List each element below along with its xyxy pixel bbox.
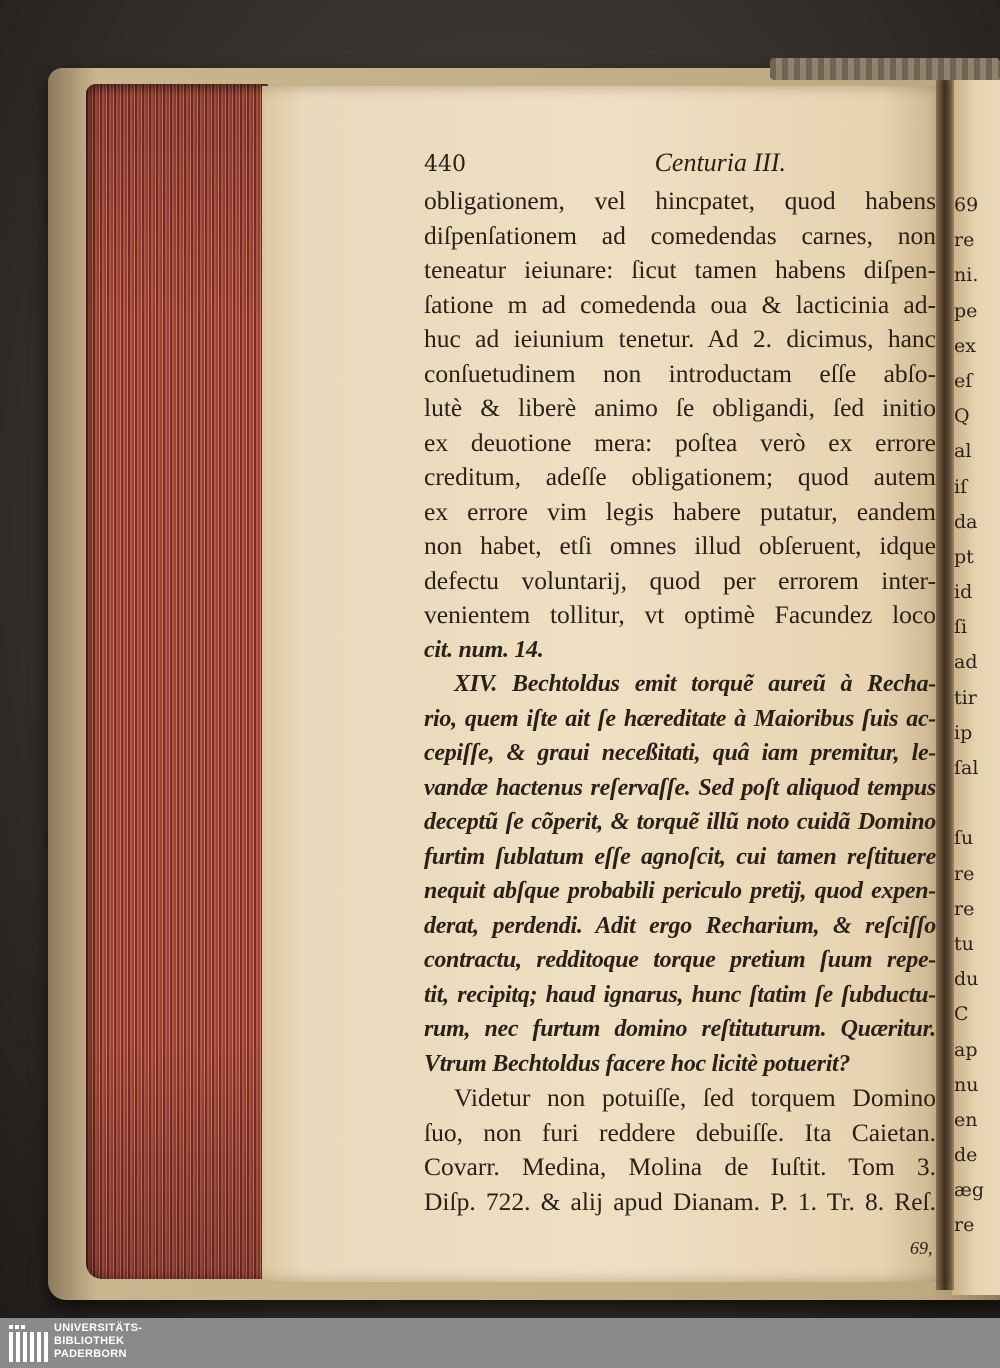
text-line: Vtrum Bechtoldus facere hoc licitè potuerit?: [424, 1050, 851, 1077]
right-page-line: al: [954, 440, 972, 463]
text-line: diſpenſationem ad comedendas carnes, non: [424, 220, 936, 250]
right-page-line: ni.: [954, 264, 979, 287]
page-text: [424, 148, 936, 1219]
right-page-line: id: [954, 581, 973, 604]
text-line: conſuetudinem non introductam eſſe abſo-: [424, 358, 936, 388]
right-page-line: en: [954, 1108, 978, 1131]
right-page-line: iſ: [954, 475, 968, 498]
right-page-line: 69: [954, 194, 979, 216]
right-page-line: ſal: [954, 757, 979, 779]
right-page-line: tu: [954, 932, 974, 955]
book-gutter: [936, 80, 954, 1290]
book-cover-headband: [770, 58, 1000, 80]
footer-bar: [0, 1318, 1000, 1368]
logo-line-3: PADERBORN: [54, 1348, 127, 1360]
text-line: obligationem, vel hincpatet, quod habens: [424, 186, 936, 215]
right-page-line: pt: [954, 545, 974, 568]
library-logo-text: [54, 1322, 142, 1361]
right-page-line: C: [954, 1003, 969, 1026]
right-page-line: nu: [954, 1073, 979, 1096]
catchword: 69,: [910, 1238, 933, 1258]
right-page-line: tir: [954, 686, 977, 709]
text-line: ex errore vim legis habere putatur, eandem: [424, 496, 936, 526]
text-line: defectu voluntarij, quod per errorem inter-: [424, 565, 936, 595]
text-line: creditum, adeſſe obligationem; quod autem: [424, 462, 936, 491]
running-head: Centuria III.: [654, 148, 786, 177]
text-line: teneatur ieiunare: ſicut tamen habens diſpen-: [424, 255, 936, 284]
right-page-line: da: [954, 510, 978, 533]
logo-line-1: UNIVERSITÄTS-: [54, 1322, 143, 1334]
right-page-line: ſu: [954, 827, 974, 850]
right-page-line: ad: [954, 651, 978, 674]
page-number: 440: [424, 152, 466, 177]
right-page-line: pe: [954, 299, 978, 322]
right-page-line: ap: [954, 1038, 978, 1061]
text-line: cepiſſe, & graui neceßitati, quâ iam premitur, le-: [424, 740, 936, 766]
page-header: [424, 148, 936, 184]
text-line: non habet, etſi omnes illud obſeruent, idque: [424, 531, 936, 560]
text-line: venientem tollitur, vt optimè Facundez loco: [424, 600, 936, 629]
text-line: ex deuotione mera: poſtea verò ex errore: [424, 427, 936, 457]
right-page-line: du: [954, 968, 979, 991]
text-line: cit. num. 14.: [424, 636, 544, 663]
right-page-line: [954, 786, 1000, 821]
right-page-line: Q: [954, 405, 970, 428]
text-line: deceptũ ſe cõperit, & torquẽ illũ noto cuidã Domino: [424, 809, 936, 835]
text-line: derat, perdendi. Adit ergo Recharium, & reſciſſo: [424, 912, 936, 939]
text-line: nequit abſque probabili periculo pretij, quod expen-: [424, 878, 936, 904]
logo-line-2: BIBLIOTHEK: [54, 1335, 125, 1347]
text-line: lutè & liberè animo ſe obligandi, ſed initio: [424, 393, 936, 422]
right-page-line: ip: [954, 721, 973, 744]
right-page-line: de: [954, 1144, 978, 1167]
right-page-line: ſi: [954, 616, 968, 639]
right-page-line: re: [954, 1214, 975, 1237]
right-page-line: re: [954, 229, 975, 252]
text-line: furtim ſublatum eſſe agnoſcit, cui tamen reſtituere: [424, 843, 936, 870]
right-page-line: ex: [954, 334, 976, 357]
right-page-line: æg: [954, 1179, 985, 1202]
text-line: ſatione m ad comedenda oua & lacticinia ad-: [424, 289, 936, 319]
text-line: Covarr. Medina, Molina de Iuſtit. Tom 3.: [424, 1152, 936, 1181]
text-line: Videtur non potuiſſe, ſed torquem Domino: [454, 1083, 936, 1112]
text-line: vandæ hactenus reſervaſſe. Sed poſt aliquod tempus: [424, 774, 936, 801]
right-page-line: re: [954, 862, 975, 885]
page-edges-shade: [86, 84, 268, 1279]
text-line: contractu, redditoque torque pretium ſuum repe-: [424, 947, 936, 973]
text-line: XIV. Bechtoldus emit torquẽ aureũ à Recha-: [454, 671, 936, 697]
right-page-line: re: [954, 897, 975, 920]
text-line: tit, recipitq; haud ignarus, hunc ſtatim ſe ſubductu-: [424, 981, 936, 1008]
text-line: huc ad ieiunium tenetur. Ad 2. dicimus, hanc: [424, 324, 936, 353]
right-page-line: eſ: [954, 369, 973, 392]
text-body: [424, 184, 936, 1219]
text-line: rum, nec furtum domino reſtituturum. Quæritur.: [424, 1016, 936, 1042]
text-line: Diſp. 722. & alij apud Dianam. P. 1. Tr. 8. Reſ.: [424, 1186, 936, 1216]
library-logo-icon: [8, 1324, 50, 1364]
text-line: rio, quem iſte ait ſe hæreditate à Maioribus ſuis ac-: [424, 705, 936, 732]
right-page-text: [954, 188, 1000, 1244]
text-line: ſuo, non furi reddere debuiſſe. Ita Caietan.: [424, 1117, 936, 1147]
